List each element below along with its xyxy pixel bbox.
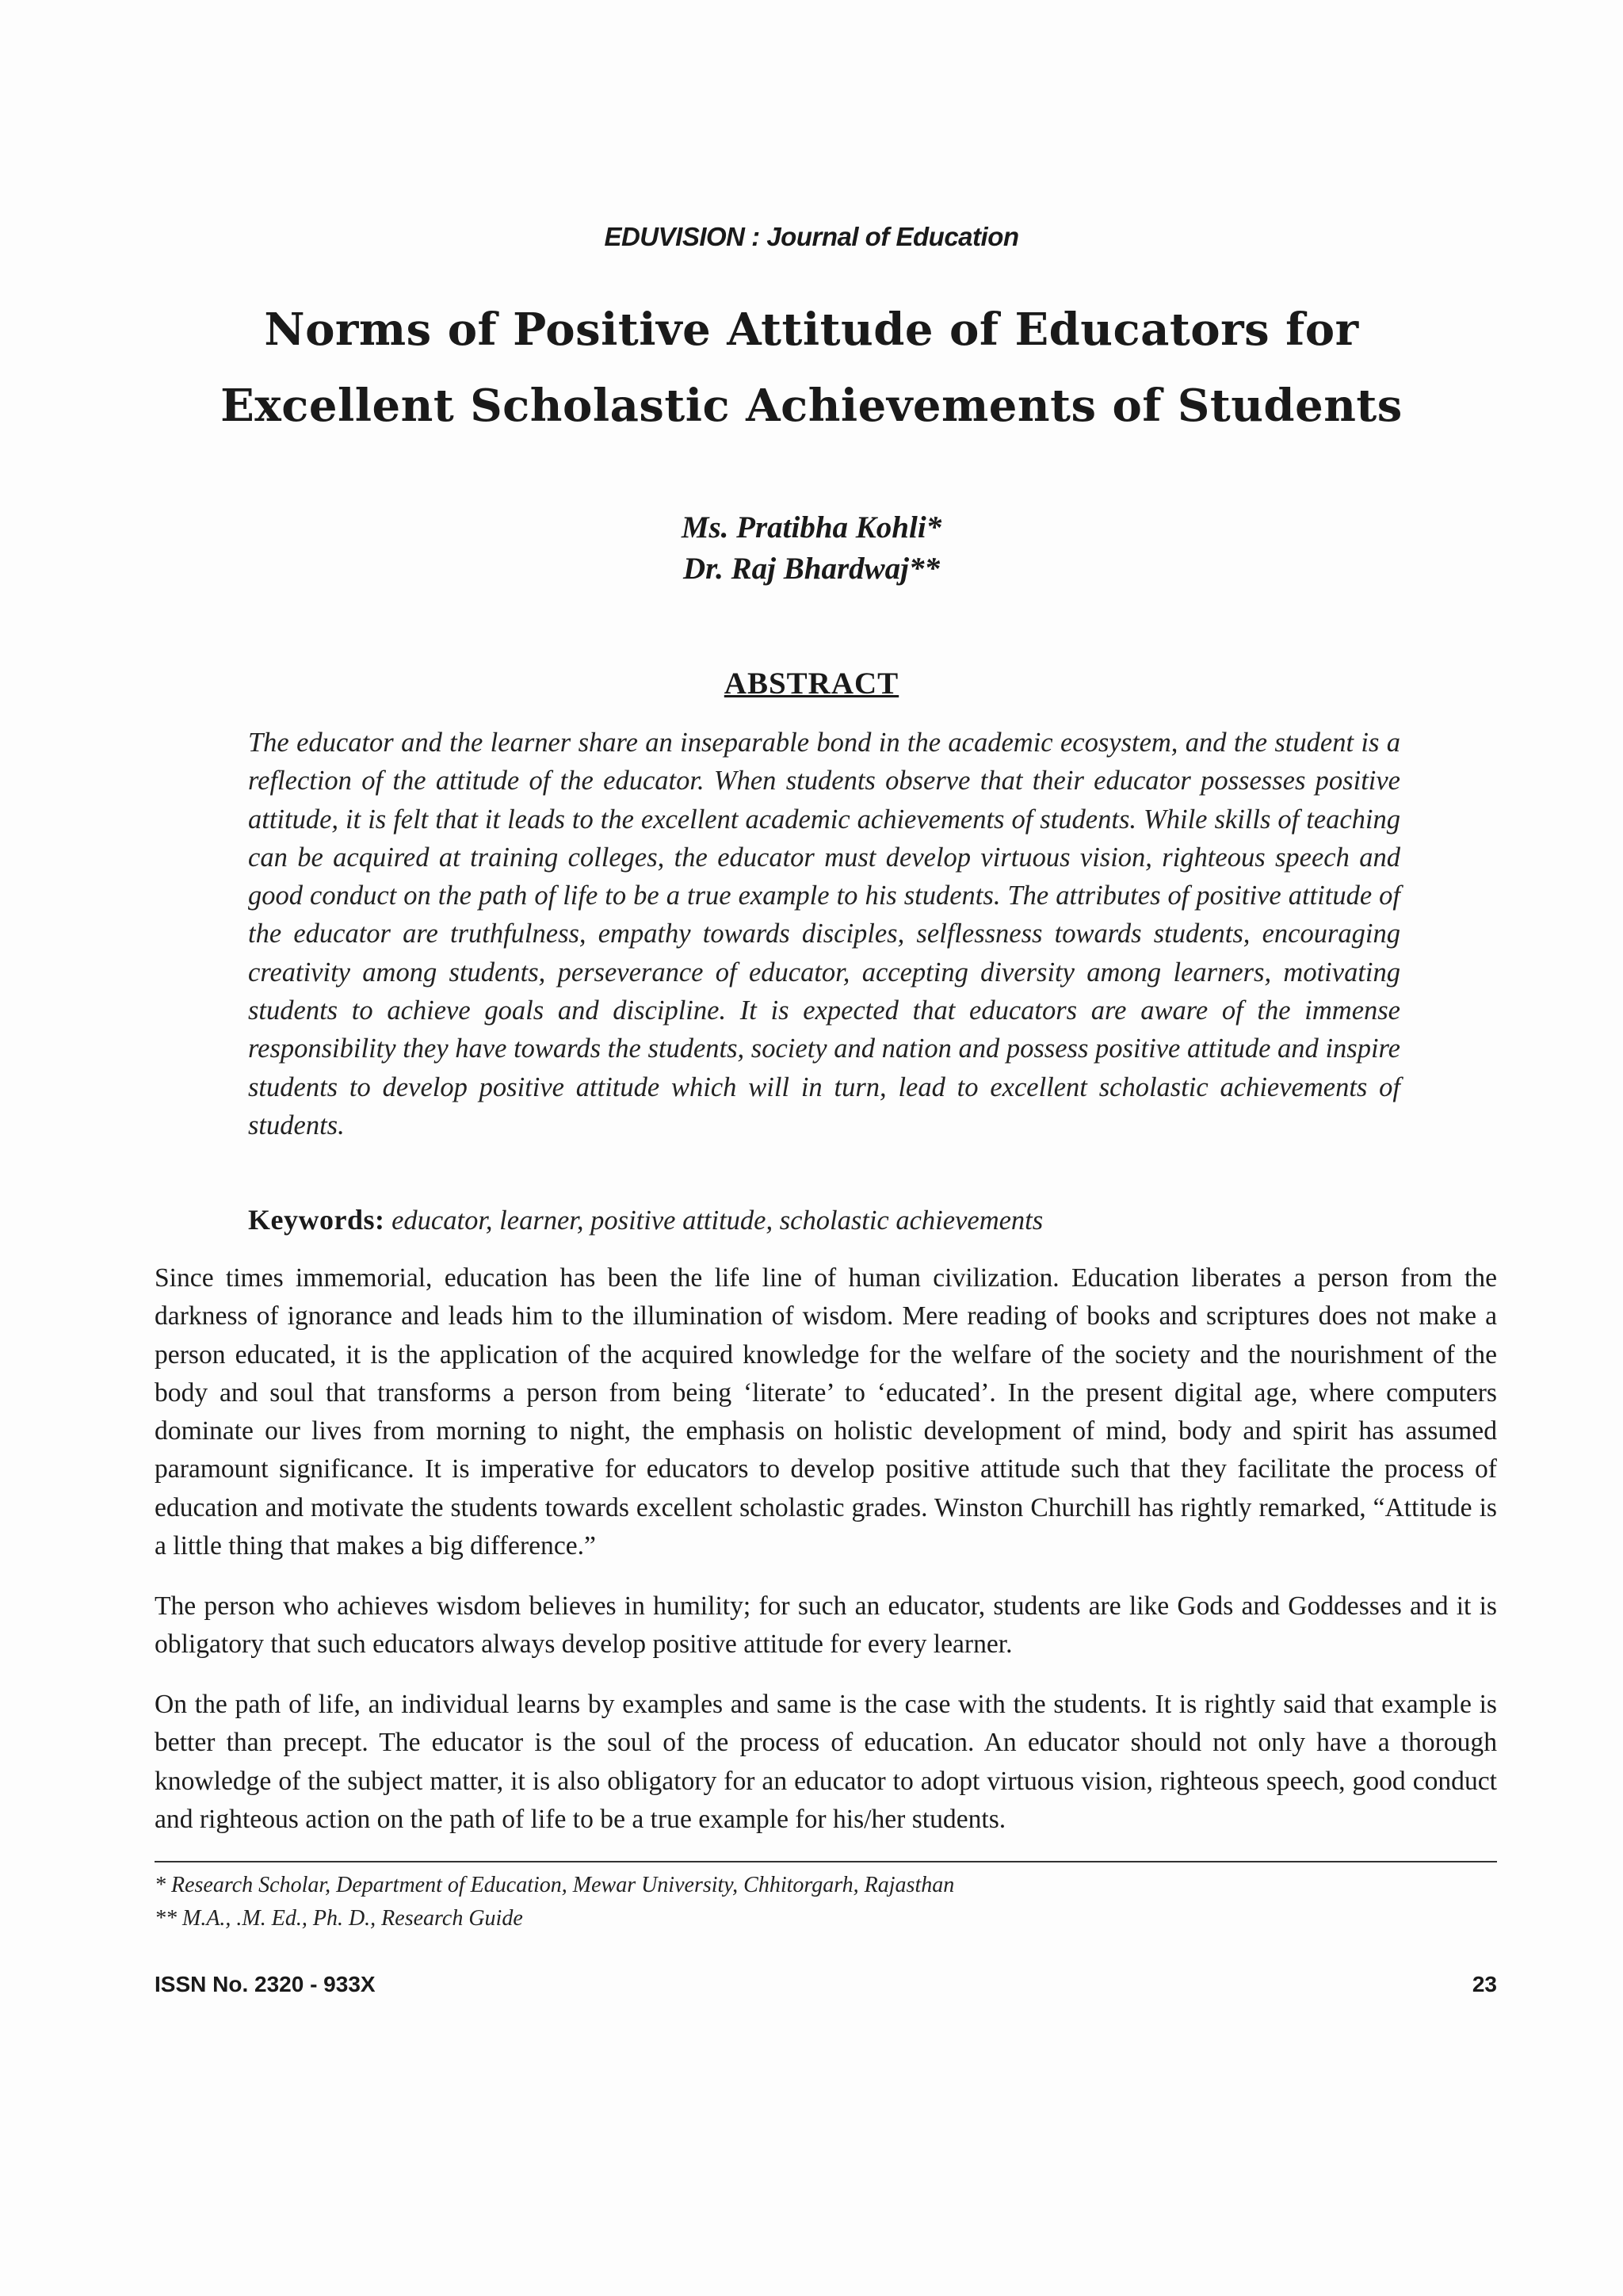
footnote-2: ** M.A., .M. Ed., Ph. D., Research Guide bbox=[155, 1906, 523, 1931]
journal-header: EDUVISION : Journal of Education bbox=[604, 222, 1019, 251]
footnote-1: * Research Scholar, Department of Education, Mewar University, Chhitorgarh, Rajasthan bbox=[155, 1873, 955, 1897]
body-paragraph-1: Since times immemorial, education has been the life line of human civilization. Education liberates a person from the darkness of ignorance and leads him to the illumination of wisdom. Mere reading of books and scriptures does not make a person educated, it is the application of the acquired knowledge for the welfare of the society and the nourishment of the body and soul that transforms a person from being ‘literate’ to ‘educated’. In the present digital age, where computers dominate our lives from morning to night, the emphasis on holistic development of mind, body and spirit has assumed paramount significance. It is imperative for educators to develop positive attitude such that they facilitate the process of education and motivate the students towards excellent scholastic grades. Winston Churchill has rightly remarked, “Attitude is a little thing that makes a big difference.” bbox=[155, 1263, 1497, 1561]
keywords-label: Keywords: bbox=[248, 1204, 385, 1236]
author-2: Dr. Raj Bhardwaj** bbox=[682, 552, 941, 586]
body-paragraph-2: The person who achieves wisdom believes in humility; for such an educator, students are like Gods and Goddesses and it is obligatory that such educators always develop positive attitude for every learner. bbox=[155, 1591, 1497, 1660]
article-title bbox=[0, 292, 1623, 444]
keywords-list: educator, learner, positive attitude, scholastic achievements bbox=[391, 1205, 1044, 1236]
author-list bbox=[0, 507, 1623, 590]
abstract-heading: ABSTRACT bbox=[724, 667, 899, 701]
article-title-line-1: Norms of Positive Attitude of Educators for bbox=[264, 304, 1359, 356]
author-1: Ms. Pratibha Kohli* bbox=[681, 510, 942, 544]
body-paragraph-3: On the path of life, an individual learns by examples and same is the case with the students. It is rightly said that example is better than precept. The educator is the soul of the process of education. An educator should not only have a thorough knowledge of the subject matter, it is also obligatory for an educator to adopt virtuous vision, righteous speech, good conduct and righteous action on the path of life to be a true example for his/her students. bbox=[155, 1690, 1497, 1834]
abstract-text: The educator and the learner share an inseparable bond in the academic ecosystem, and the student is a reflection of the attitude of the educator. When students observe that their educator possesses positive attitude, it is felt that it leads to the excellent academic achievements of students. While skills of teaching can be acquired at training colleges, the educator must develop virtuous vision, righteous speech and good conduct on the path of life to be a true example to his students. The attributes of positive attitude of the educator are truthfulness, empathy towards disciples, selflessness towards students, encouraging creativity among students, perseverance of educator, accepting diversity among learners, motivating students to achieve goals and discipline. It is expected that educators are aware of the immense responsibility they have towards the students, society and nation and possess positive attitude and inspire students to develop positive attitude which will in turn, lead to excellent scholastic achievements of students. bbox=[248, 728, 1400, 1140]
keywords-line bbox=[248, 1203, 1400, 1236]
issn-number: ISSN No. 2320 - 933X bbox=[155, 1972, 376, 1996]
article-title-line-2: Excellent Scholastic Achievements of Students bbox=[220, 380, 1403, 432]
footnotes bbox=[155, 1869, 1497, 1935]
footnote-divider bbox=[155, 1861, 1497, 1862]
page-number: 23 bbox=[1472, 1972, 1497, 1996]
